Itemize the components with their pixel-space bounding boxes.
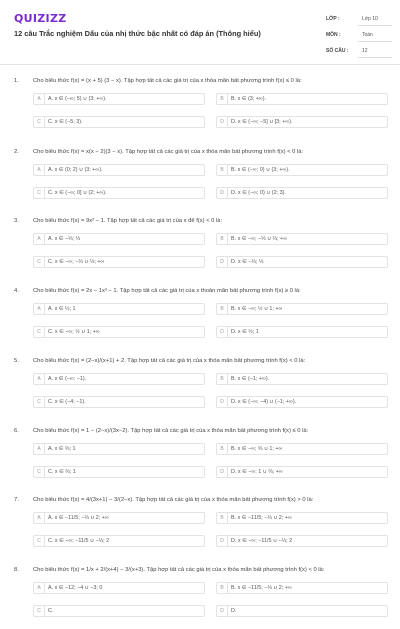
question-text: Cho biểu thức f(x) = 2x − 1x³ − 1. Tập hợp tất cả các giá trị của x thoản mãn bất phương trình f(x) ≥ 0 là: — [33, 288, 301, 294]
option-d[interactable] — [216, 116, 388, 128]
option-key-badge: D — [217, 536, 228, 546]
option-text: A. x ∈ (−∞; −1). — [48, 376, 87, 382]
option-text: D. x ∈ (−∞; −4) ∪ (−1; +∞). — [231, 399, 297, 405]
option-b[interactable] — [216, 512, 388, 524]
option-b[interactable] — [216, 303, 388, 315]
option-a[interactable] — [33, 582, 205, 594]
option-c[interactable] — [33, 116, 205, 128]
option-b[interactable] — [216, 164, 388, 176]
option-key-badge: D — [217, 117, 228, 127]
meta-class — [326, 12, 392, 26]
option-c[interactable] — [33, 326, 205, 338]
meta-value: Lớp 10 — [362, 16, 378, 22]
option-key-badge: C — [34, 257, 45, 267]
option-text: D. x ∈ ½; 1 — [231, 329, 259, 335]
header — [0, 0, 400, 60]
option-text: B. x ∈ (3; +∞). — [231, 96, 267, 102]
question-number: 8. — [14, 567, 19, 573]
option-text: C. x ∈ (−4; −1). — [48, 399, 86, 405]
option-text: A. x ∈ (−∞; 5) ∪ (3; +∞). — [48, 96, 107, 102]
option-key-badge: B — [217, 583, 228, 593]
option-key-badge: C — [34, 606, 45, 616]
option-c[interactable] — [33, 187, 205, 199]
option-text: A. x ∈ ½; 1 — [48, 306, 76, 312]
option-key-badge: C — [34, 327, 45, 337]
option-text: C. x ∈ −∞; −⅓ ∪ ⅓; +∞ — [48, 259, 105, 265]
option-key-badge: D — [217, 188, 228, 198]
option-key-badge: B — [217, 304, 228, 314]
question-number: 1. — [14, 78, 19, 84]
meta-subject — [326, 28, 392, 42]
option-key-badge: B — [217, 444, 228, 454]
option-c[interactable] — [33, 466, 205, 478]
question-number: 5. — [14, 358, 19, 364]
option-key-badge: D — [217, 606, 228, 616]
option-text: B. x ∈ (−∞; 0) ∪ (3; +∞). — [231, 167, 290, 173]
question-item — [0, 218, 400, 280]
option-text: C. x ∈ ⅔; 1 — [48, 469, 76, 475]
question-item — [0, 358, 400, 420]
divider — [358, 41, 392, 42]
option-d[interactable] — [216, 256, 388, 268]
option-d[interactable] — [216, 326, 388, 338]
option-a[interactable] — [33, 373, 205, 385]
option-d[interactable] — [216, 187, 388, 199]
divider — [358, 25, 392, 26]
option-key-badge: B — [217, 94, 228, 104]
header-divider — [0, 64, 400, 65]
option-key-badge: A — [34, 94, 45, 104]
meta-value: 12 — [362, 48, 368, 54]
option-key-badge: A — [34, 583, 45, 593]
question-text: Cho biểu thức f(x) = (x + 5) (3 − x). Tập hợp tất cả các giá trị của x thỏa mãn bất phương trình f(x) ≤ 0 là: — [33, 78, 302, 84]
option-a[interactable] — [33, 93, 205, 105]
option-c[interactable] — [33, 605, 205, 617]
question-number: 2. — [14, 149, 19, 155]
option-text: B. x ∈ −11/5; −⅓ ∪ 2; +∞ — [231, 585, 292, 591]
option-d[interactable] — [216, 396, 388, 408]
option-text: A. x ∈ ⅔; 1 — [48, 446, 76, 452]
option-key-badge: D — [217, 467, 228, 477]
question-number: 3. — [14, 218, 19, 224]
question-item — [0, 149, 400, 211]
option-a[interactable] — [33, 164, 205, 176]
option-key-badge: A — [34, 234, 45, 244]
option-key-badge: A — [34, 304, 45, 314]
option-b[interactable] — [216, 93, 388, 105]
meta-value: Toán — [362, 32, 373, 38]
question-number: 4. — [14, 288, 19, 294]
question-item — [0, 497, 400, 559]
option-d[interactable] — [216, 605, 388, 617]
option-key-badge: D — [217, 327, 228, 337]
option-key-badge: D — [217, 397, 228, 407]
question-text: Cho biểu thức f(x) = 1/x + 2/(x+4) − 3/(x+3). Tập hợp tất cả các giá trị của x thỏa mãn bất phương trình f(x) < 0 là: — [33, 567, 325, 573]
option-text: A. x ∈ (0; 2) ∪ (3; +∞). — [48, 167, 103, 173]
option-key-badge: B — [217, 374, 228, 384]
option-key-badge: A — [34, 165, 45, 175]
option-d[interactable] — [216, 535, 388, 547]
option-text: D. x ∈ (−∞; 0) ∪ (2; 3). — [231, 190, 286, 196]
divider — [358, 57, 392, 58]
option-text: C. x ∈ (−5; 3). — [48, 119, 83, 125]
question-text: Cho biểu thức f(x) = 1 − (2−x)/(3x−2). Tập hợp tất cả các giá trị của x thỏa mãn bất phương trình f(x) ≤ 0 là: — [33, 428, 309, 434]
meta-label: MÔN : — [326, 32, 341, 38]
option-b[interactable] — [216, 582, 388, 594]
option-text: C. — [48, 608, 54, 614]
option-text: A. x ∈ −11/5; −⅓ ∪ 2; +∞ — [48, 515, 109, 521]
option-d[interactable] — [216, 466, 388, 478]
question-item — [0, 567, 400, 629]
option-key-badge: A — [34, 513, 45, 523]
option-text: D. — [231, 608, 237, 614]
question-text: Cho biểu thức f(x) = x(x − 2)(3 − x). Tập hợp tất cả các giá trị của x thỏa mãn bất phương trình f(x) < 0 là: — [33, 149, 304, 155]
option-key-badge: C — [34, 397, 45, 407]
option-text: C. x ∈ −∞; −11/5 ∪ −⅓; 2 — [48, 538, 110, 544]
option-c[interactable] — [33, 535, 205, 547]
meta-label: SỐ CÂU : — [326, 48, 349, 54]
option-text: C. x ∈ −∞; ½ ∪ 1; +∞ — [48, 329, 100, 335]
quizizz-logo: QUIZIZZ — [14, 12, 67, 25]
question-item — [0, 78, 400, 140]
option-text: B. x ∈ (−1; +∞). — [231, 376, 270, 382]
question-text: Cho biểu thức f(x) = (2−x)/(x+1) + 2. Tập hợp tất cả các giá trị của x thỏa mãn bất phương trình f(x) < 0 là: — [33, 358, 306, 364]
option-text: D. x ∈ −∞; 1 ∪ ⅔; +∞ — [231, 469, 283, 475]
question-number: 6. — [14, 428, 19, 434]
option-key-badge: B — [217, 234, 228, 244]
option-text: B. x ∈ −11/5; −⅓ ∪ 2; +∞ — [231, 515, 292, 521]
option-b[interactable] — [216, 443, 388, 455]
option-c[interactable] — [33, 396, 205, 408]
option-b[interactable] — [216, 233, 388, 245]
option-text: B. x ∈ −∞; −⅓ ∪ ⅓; +∞ — [231, 236, 288, 242]
option-a[interactable] — [33, 303, 205, 315]
question-text: Cho biểu thức f(x) = 4/(3x+1) − 3/(2−x). Tập hợp tất cả các giá trị của x thỏa mãn bất phương trình f(x) > 0 là: — [33, 497, 314, 503]
option-a[interactable] — [33, 443, 205, 455]
question-number: 7. — [14, 497, 19, 503]
option-key-badge: C — [34, 117, 45, 127]
page-title: 12 câu Trắc nghiệm Dấu của nhị thức bậc nhất có đáp án (Thông hiểu) — [14, 29, 261, 38]
option-key-badge: B — [217, 513, 228, 523]
option-text: A. x ∈ −⅓; ⅓ — [48, 236, 81, 242]
option-text: A. x ∈ −12; −4 ∪ −3; 0 — [48, 585, 103, 591]
option-key-badge: C — [34, 536, 45, 546]
option-text: D. x ∈ −⅓; ⅓ — [231, 259, 264, 265]
option-key-badge: A — [34, 374, 45, 384]
meta-label: LỚP : — [326, 16, 340, 22]
question-item — [0, 288, 400, 350]
option-key-badge: D — [217, 257, 228, 267]
option-text: B. x ∈ −∞; ½ ∪ 1; +∞ — [231, 306, 283, 312]
option-text: D. x ∈ −∞; −11/5 ∪ −⅓; 2 — [231, 538, 293, 544]
option-key-badge: B — [217, 165, 228, 175]
meta-count — [326, 44, 392, 58]
option-key-badge: A — [34, 444, 45, 454]
option-c[interactable] — [33, 256, 205, 268]
option-key-badge: C — [34, 188, 45, 198]
option-text: B. x ∈ −∞; ⅔ ∪ 1; +∞ — [231, 446, 283, 452]
option-text: D. x ∈ (−∞; −5] ∪ [3; +∞). — [231, 119, 293, 125]
option-text: C. x ∈ (−∞; 0] ∪ (2; +∞). — [48, 190, 107, 196]
option-a[interactable] — [33, 233, 205, 245]
option-a[interactable] — [33, 512, 205, 524]
option-key-badge: C — [34, 467, 45, 477]
question-text: Cho biểu thức f(x) = 9x² − 1. Tập hợp tất cả các giá trị của x để f(x) < 0 là: — [33, 218, 223, 224]
option-b[interactable] — [216, 373, 388, 385]
question-item — [0, 428, 400, 490]
